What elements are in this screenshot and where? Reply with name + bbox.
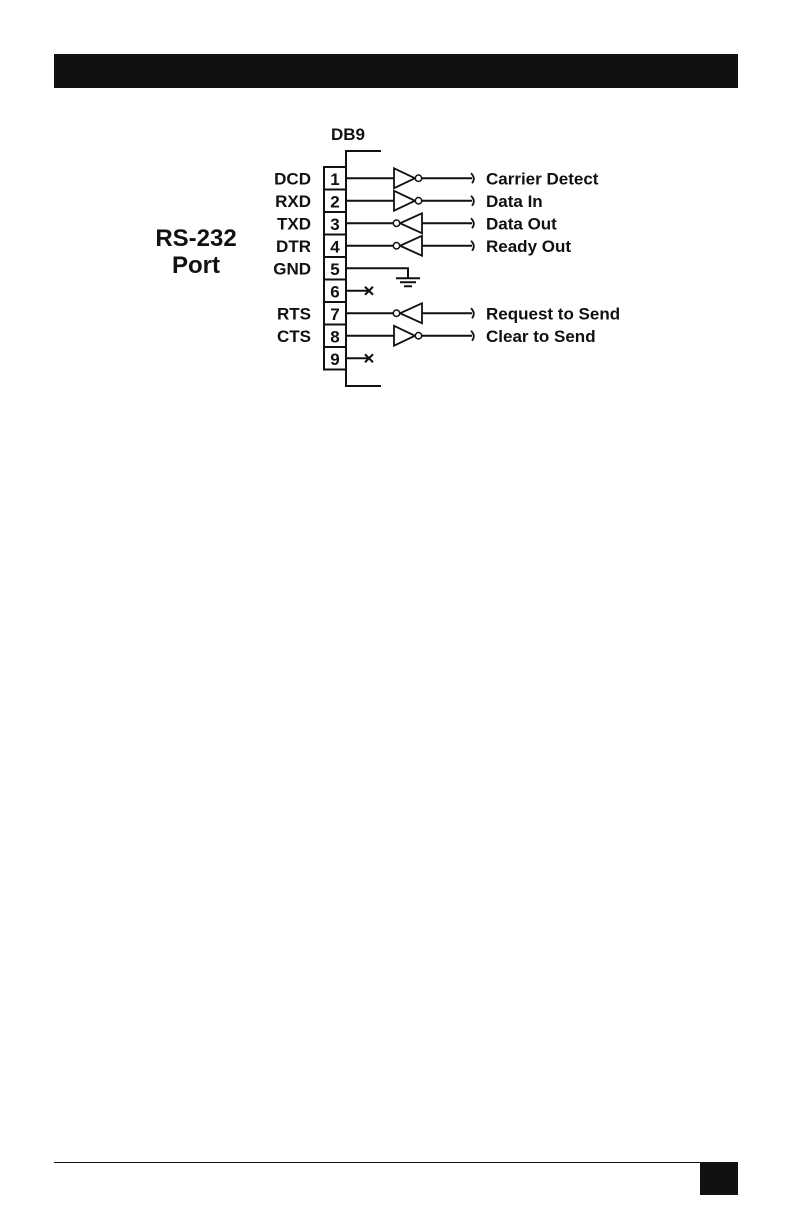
pin-number: 7 xyxy=(330,304,340,324)
pin-number: 5 xyxy=(330,259,340,279)
port-label-line1: RS-232 xyxy=(155,225,237,252)
buffer-triangle xyxy=(400,303,422,323)
pin-number: 3 xyxy=(330,214,340,234)
signal-name: DTR xyxy=(276,236,311,256)
connector-top-edge xyxy=(346,151,381,167)
pin-row xyxy=(275,190,543,213)
signal-description: Clear to Send xyxy=(486,326,596,346)
inverter-bubble xyxy=(393,310,399,316)
buffer-triangle xyxy=(394,326,415,346)
inverter-bubble xyxy=(415,198,421,204)
inverter-bubble xyxy=(393,243,399,249)
signal-name: RXD xyxy=(275,191,311,211)
pin-row xyxy=(277,212,557,235)
pin-row xyxy=(277,325,596,348)
pin-row xyxy=(277,302,620,325)
signal-name: RTS xyxy=(277,304,311,324)
pin-rows xyxy=(273,167,620,370)
pin-row xyxy=(324,347,373,370)
inverter-bubble xyxy=(415,333,421,339)
signal-name: DCD xyxy=(274,169,311,189)
signal-name: GND xyxy=(273,259,311,279)
pin-number: 2 xyxy=(330,192,340,212)
signal-description: Data In xyxy=(486,191,543,211)
signal-description: Request to Send xyxy=(486,304,621,324)
signal-name: TXD xyxy=(277,214,311,234)
buffer-triangle xyxy=(394,191,415,211)
pin-row xyxy=(276,235,571,258)
footer-rule xyxy=(54,1162,700,1163)
signal-description: Ready Out xyxy=(486,236,572,256)
pin-number: 1 xyxy=(330,169,340,189)
inverter-bubble xyxy=(393,220,399,226)
inverter-bubble xyxy=(415,175,421,181)
buffer-triangle xyxy=(400,213,422,233)
pin-row xyxy=(274,167,599,190)
ground-wire xyxy=(346,268,408,278)
connector-bottom-edge xyxy=(346,370,381,387)
buffer-triangle xyxy=(400,236,422,256)
signal-description: Carrier Detect xyxy=(486,169,599,189)
port-label-line2: Port xyxy=(172,252,220,279)
pin-number: 6 xyxy=(330,282,340,302)
pin-number: 4 xyxy=(330,237,340,257)
pin-number: 9 xyxy=(330,349,340,369)
signal-description: Data Out xyxy=(486,214,557,234)
buffer-triangle xyxy=(394,168,415,188)
page-number-block xyxy=(700,1162,738,1195)
signal-name: CTS xyxy=(277,326,311,346)
pin-row xyxy=(324,280,373,303)
pin-number: 8 xyxy=(330,327,340,347)
connector-name: DB9 xyxy=(330,125,366,144)
